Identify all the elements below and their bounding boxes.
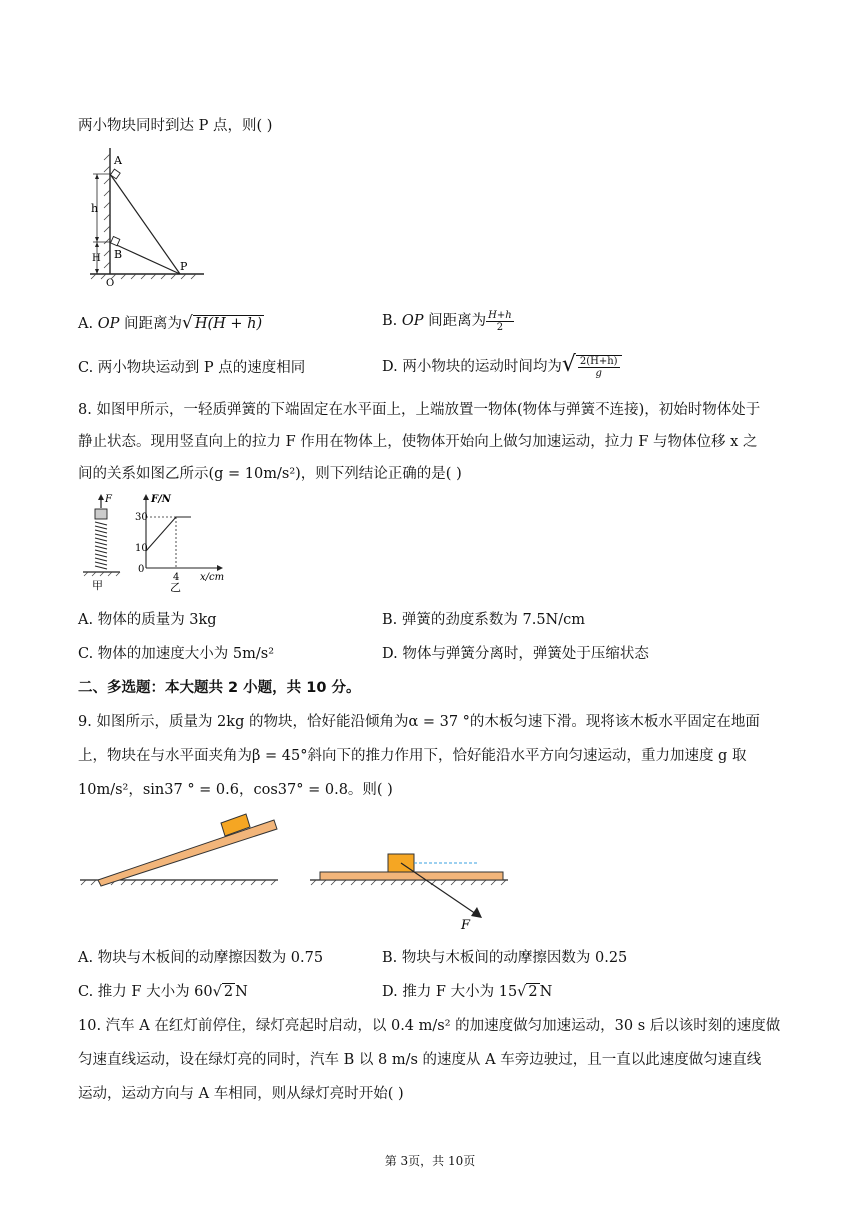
tick-4: 4 (173, 572, 180, 583)
q8-line-1: 8. 如图甲所示，一轻质弹簧的下端固定在水平面上，上端放置一物体(物体与弹簧不连接)，初始时物体处于 (78, 402, 761, 418)
q9-option-b: B. 物块与木板间的动摩擦因数为 0.25 (382, 950, 628, 966)
q7-option-d: D. 两小物块的运动时间均为√ $\frac{2(H+h)}{g}$ (382, 352, 622, 379)
label-jia: 甲 (92, 579, 103, 592)
q9-line-2: 上，物块在与水平面夹角为β = 45°斜向下的推力作用下，恰好能沿水平方向匀速运动，重力加速度 g 取 (78, 748, 747, 764)
q9-option-a: A. 物块与木板间的动摩擦因数为 0.75 (78, 950, 324, 966)
q8-figure (80, 492, 240, 592)
q7-option-a: A. OP 间距离为√ H(H + h) (78, 313, 263, 333)
label-o: O (106, 278, 115, 289)
section-2-heading: 二、多选题：本大题共 2 小题，共 10 分。 (78, 680, 361, 696)
q9-line-3: 10m/s²，sin37 ° = 0.6，cos37° = 0.8。则( ) (78, 782, 393, 798)
label-h: h (91, 202, 99, 215)
label-b: B (114, 248, 123, 261)
label-f-jia: F (105, 494, 112, 505)
label-f-push: F (461, 918, 471, 933)
label-hh: H (92, 253, 101, 264)
axis-label-fn: F/N (151, 494, 171, 505)
q9-option-c: C. 推力 F 大小为 60√ 2 N (78, 984, 248, 1000)
tick-30: 30 (135, 512, 148, 523)
q7-option-b: B. OP 间距离为 $\frac{H+h}{2}$ (382, 309, 512, 333)
tick-0: 0 (138, 564, 145, 575)
q9-figure (78, 808, 518, 934)
q7-option-c: C. 两小物块运动到 P 点的速度相同 (78, 360, 306, 376)
q8-line-3: 间的关系如图乙所示(g = 10m/s²)，则下列结论正确的是( ) (78, 466, 462, 482)
q10-line-1: 10. 汽车 A 在红灯前停住，绿灯亮起时启动，以 0.4 m/s² 的加速度做匀加速运动，30 s 后以该时刻的速度做 (78, 1018, 781, 1034)
q10-line-3: 运动，运动方向与 A 车相同，则从绿灯亮时开始( ) (78, 1086, 404, 1102)
q8-option-c: C. 物体的加速度大小为 5m/s² (78, 646, 275, 662)
q7-stem: 两小物块同时到达 P 点，则( ) (78, 118, 273, 134)
q9-option-d: D. 推力 F 大小为 15√ 2 N (382, 984, 553, 1000)
q9-line-1: 9. 如图所示，质量为 2kg 的物块，恰好能沿倾角为α = 37 °的木板匀速下滑。现将该木板水平固定在地面 (78, 714, 760, 730)
q8-option-a: A. 物体的质量为 3kg (78, 612, 217, 628)
label-a: A (114, 154, 122, 167)
page-footer: 第 3页，共 10页 (384, 1154, 476, 1168)
q10-line-2: 匀速直线运动，设在绿灯亮的同时，汽车 B 以 8 m/s 的速度从 A 车旁边驶过，且一直以此速度做匀速直线 (78, 1052, 762, 1068)
label-p: P (180, 260, 188, 273)
fx-series-line (146, 517, 191, 551)
q8-line-2: 静止状态。现用竖直向上的拉力 F 作用在物体上，使物体开始向上做匀加速运动，拉力 F 与物体位移 x 之 (78, 434, 758, 450)
tick-10: 10 (135, 543, 148, 554)
q8-option-d: D. 物体与弹簧分离时，弹簧处于压缩状态 (382, 646, 649, 662)
label-yi: 乙 (170, 581, 181, 594)
axis-label-xcm: x/cm (200, 572, 225, 583)
q8-option-b: B. 弹簧的劲度系数为 7.5N/cm (382, 612, 585, 628)
q7-figure (84, 146, 208, 289)
